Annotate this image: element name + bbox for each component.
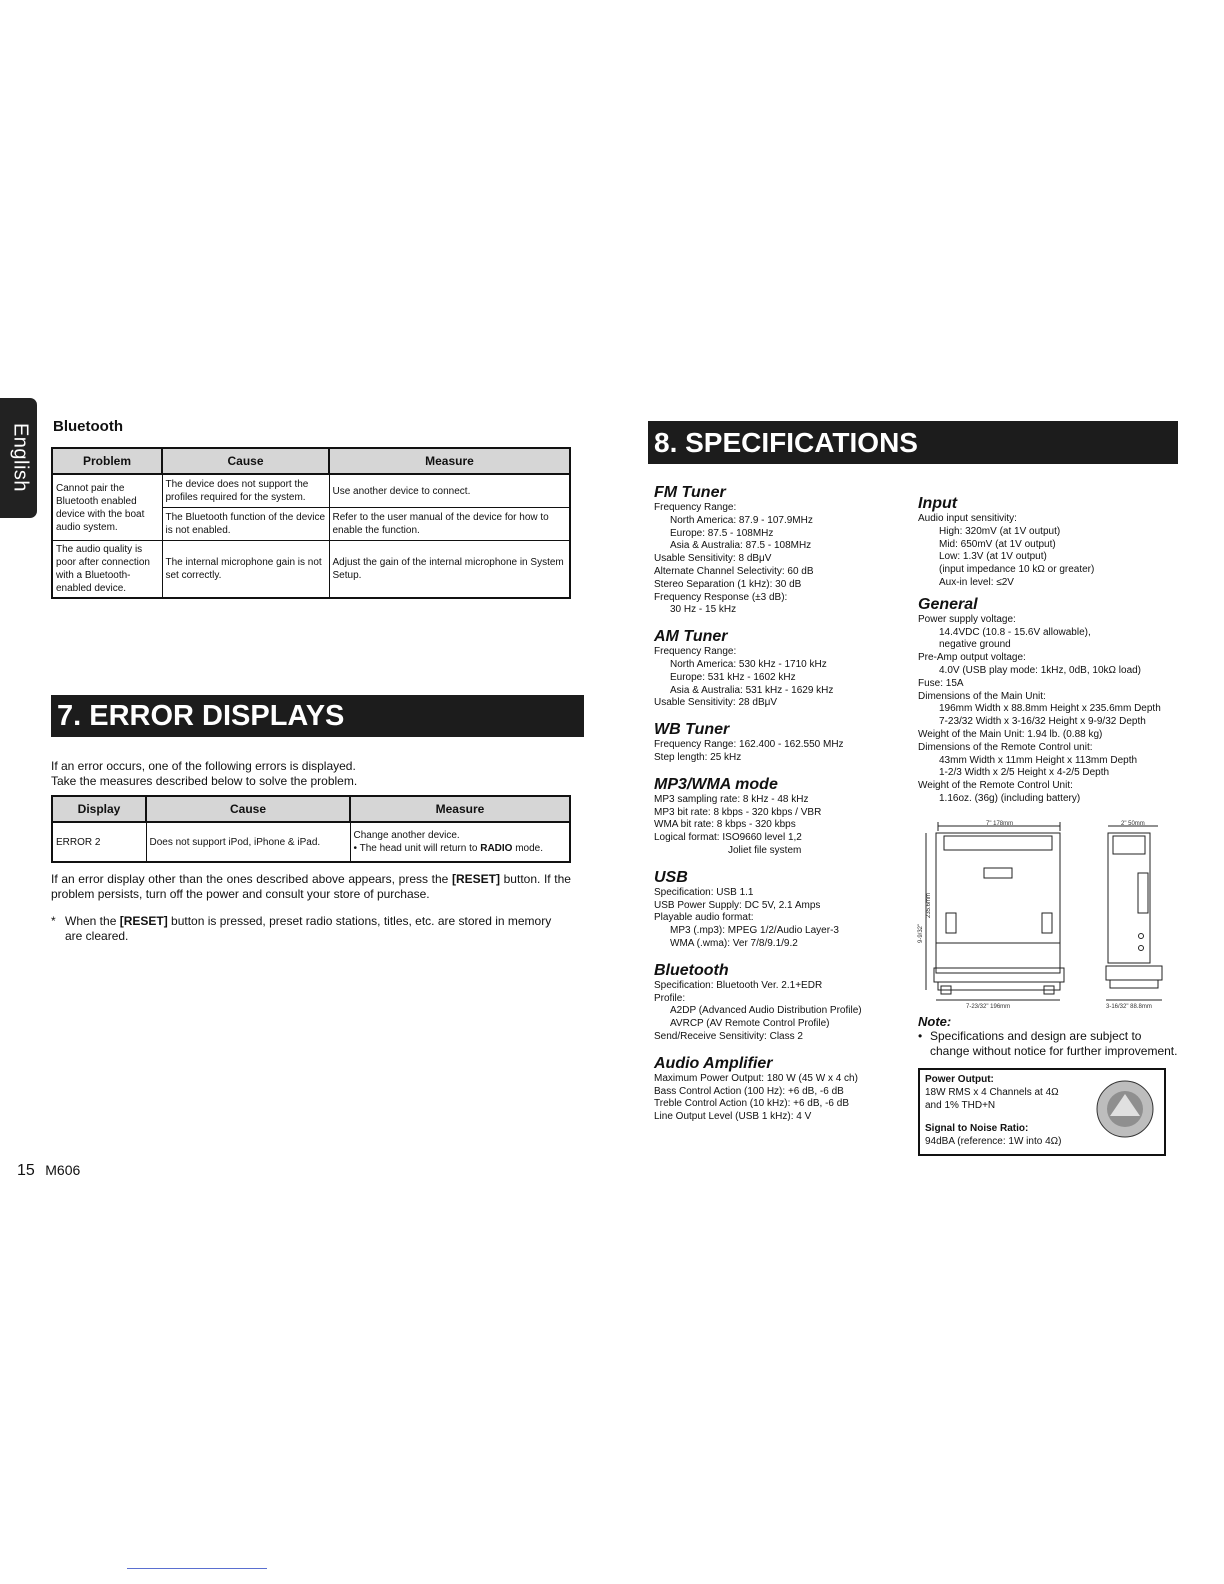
spec-line: 1.16oz. (36g) (including battery) <box>939 792 1081 804</box>
table-row <box>52 822 570 862</box>
spec-line: Usable Sensitivity: 8 dBμV <box>654 553 772 565</box>
paragraph-text: If an error display other than the ones described above appears, press the <box>51 872 452 886</box>
page-number-value: 15 <box>17 1162 35 1179</box>
spec-line: Asia & Australia: 87.5 - 108MHz <box>670 540 812 552</box>
measure-cell <box>350 822 570 862</box>
header-cause: Cause <box>146 796 350 822</box>
spec-line: Bass Control Action (100 Hz): +6 dB, -6 dB <box>654 1085 844 1097</box>
spec-line: 196mm Width x 88.8mm Height x 235.6mm Depth <box>939 703 1161 715</box>
table-row <box>52 541 570 599</box>
error-section-banner <box>51 695 584 737</box>
header-measure: Measure <box>350 796 570 822</box>
dim-label-left-1: 9-9/32" <box>918 923 924 943</box>
dimension-drawing <box>916 818 1168 1013</box>
spec-line: Alternate Channel Selectivity: 60 dB <box>654 565 814 577</box>
spec-line: Aux-in level: ≤2V <box>939 576 1014 588</box>
dim-label-left-2: 235.6mm <box>926 892 932 918</box>
measure-cell: Refer to the user manual of the device for how to enable the function. <box>329 508 570 541</box>
spec-line: Weight of the Remote Control Unit: <box>918 780 1073 792</box>
fm-tuner-heading: FM Tuner <box>654 484 726 501</box>
error-intro-1: If an error occurs, one of the following errors is displayed. <box>51 759 356 773</box>
spec-line: Europe: 531 kHz - 1602 kHz <box>670 671 796 683</box>
dimension-diagram <box>916 818 1168 1013</box>
wb-tuner-heading: WB Tuner <box>654 721 730 739</box>
error-section-title: 7. ERROR DISPLAYS <box>57 700 345 732</box>
note-heading: Note: <box>918 1014 952 1029</box>
reset-note <box>51 914 571 944</box>
spec-line: North America: 530 kHz - 1710 kHz <box>670 658 827 670</box>
note-text: button is pressed, preset radio stations, titles, etc. are stored in memory are cleared. <box>65 914 552 943</box>
error-intro-2: Take the measures described below to solve the problem. <box>51 774 358 788</box>
spec-line: Treble Control Action (10 kHz): +6 dB, -6 dB <box>654 1098 849 1110</box>
bluetooth-table <box>51 447 571 599</box>
table-header-row <box>52 796 570 822</box>
header-cause: Cause <box>162 448 329 474</box>
spec-note <box>918 1014 1180 1059</box>
page-number <box>17 1162 80 1180</box>
table-header-row <box>52 448 570 474</box>
reset-label: [RESET] <box>451 872 500 886</box>
specs-right-column <box>918 494 1180 806</box>
spec-line: Maximum Power Output: 180 W (45 W x 4 ch) <box>654 1072 858 1084</box>
dim-label-top-side: 2" 50mm <box>1121 821 1145 827</box>
spec-line: Mid: 650mV (at 1V output) <box>939 538 1056 550</box>
bluetooth-spec-heading: Bluetooth <box>654 961 729 979</box>
measure-cell: Use another device to connect. <box>329 474 570 508</box>
dim-label-top-main: 7" 178mm <box>986 821 1014 827</box>
measure-line-1: Change another device. <box>353 830 460 841</box>
spec-line: Playable audio format: <box>654 912 754 924</box>
usb-heading: USB <box>654 868 688 886</box>
spec-line: 43mm Width x 11mm Height x 113mm Depth <box>939 754 1138 766</box>
spec-line: USB Power Supply: DC 5V, 2.1 Amps <box>654 899 821 911</box>
measure-text: mode. <box>512 843 544 854</box>
note-text: When the <box>65 914 120 928</box>
cause-cell: The Bluetooth function of the device is not enabled. <box>162 508 329 541</box>
measure-text: • The head unit will return to <box>353 843 481 854</box>
snr-value: 94dBA (reference: 1W into 4Ω) <box>925 1136 1062 1147</box>
spec-line: Joliet file system <box>728 844 802 856</box>
header-measure: Measure <box>329 448 570 474</box>
header-display: Display <box>52 796 146 822</box>
spec-line: Power supply voltage: <box>918 613 1016 625</box>
spec-line: 1-2/3 Width x 2/5 Height x 4-2/5 Depth <box>939 767 1110 779</box>
problem-cell: Cannot pair the Bluetooth enabled device with the boat audio system. <box>52 474 162 541</box>
spec-line: Europe: 87.5 - 108MHz <box>670 527 774 539</box>
power-output-value: 18W RMS x 4 Channels at 4Ω <box>925 1087 1059 1098</box>
spec-line: Dimensions of the Main Unit: <box>918 690 1046 702</box>
problem-cell: The audio quality is poor after connection with a Bluetooth-enabled device. <box>52 541 162 599</box>
footer-rule <box>127 1568 267 1569</box>
input-heading: Input <box>918 495 958 512</box>
snr-title: Signal to Noise Ratio: <box>925 1123 1029 1134</box>
radio-mode-label: RADIO <box>480 843 513 854</box>
bullet-mark: * <box>51 914 56 928</box>
spec-line: WMA bit rate: 8 kbps - 320 kbps <box>654 819 796 831</box>
table-row <box>52 474 570 508</box>
cause-cell: The internal microphone gain is not set correctly. <box>162 541 329 599</box>
spec-line: MP3 sampling rate: 8 kHz - 48 kHz <box>654 793 809 805</box>
audio-amplifier-heading: Audio Amplifier <box>654 1054 773 1072</box>
spec-line: Low: 1.3V (at 1V output) <box>939 551 1047 563</box>
error-table <box>51 795 571 863</box>
measure-line-2 <box>354 842 567 855</box>
note-item <box>918 1029 1180 1059</box>
spec-line: 7-23/32 Width x 3-16/32 Height x 9-9/32 Depth <box>939 716 1146 728</box>
header-problem: Problem <box>52 448 162 474</box>
spec-line: AVRCP (AV Remote Control Profile) <box>670 1018 830 1030</box>
spec-line: negative ground <box>939 639 1011 651</box>
cea-2006-seal-icon <box>1090 1074 1160 1144</box>
model-name: M606 <box>45 1162 81 1178</box>
language-tab <box>0 398 37 518</box>
bullet-mark: • <box>918 1029 923 1043</box>
spec-line: Asia & Australia: 531 kHz - 1629 kHz <box>670 684 834 696</box>
spec-line: Frequency Range: 162.400 - 162.550 MHz <box>654 739 844 751</box>
spec-line: Weight of the Main Unit: 1.94 lb. (0.88 kg) <box>918 728 1103 740</box>
spec-line: Line Output Level (USB 1 kHz): 4 V <box>654 1111 812 1123</box>
spec-line: (input impedance 10 kΩ or greater) <box>939 564 1095 576</box>
error-paragraph <box>51 872 571 902</box>
bluetooth-section-title: Bluetooth <box>53 418 123 435</box>
spec-line: 14.4VDC (10.8 - 15.6V allowable), <box>939 626 1091 638</box>
specs-title: 8. SPECIFICATIONS <box>654 427 918 458</box>
power-output-box <box>918 1068 1166 1156</box>
spec-line: 4.0V (USB play mode: 1kHz, 0dB, 10kΩ load) <box>939 664 1142 676</box>
cause-cell: Does not support iPod, iPhone & iPad. <box>146 822 350 862</box>
power-output-thd: and 1% THD+N <box>925 1100 996 1111</box>
mp3-wma-heading: MP3/WMA mode <box>654 775 778 793</box>
dim-label-bottom-main: 7-23/32" 196mm <box>966 1004 1011 1010</box>
spec-line: Dimensions of the Remote Control unit: <box>918 741 1093 753</box>
spec-line: MP3 (.mp3): MPEG 1/2/Audio Layer-3 <box>670 925 839 937</box>
spec-line: A2DP (Advanced Audio Distribution Profile) <box>670 1005 862 1017</box>
measure-cell: Adjust the gain of the internal microphone in System Setup. <box>329 541 570 599</box>
spec-line: 30 Hz - 15 kHz <box>670 604 737 616</box>
specs-banner <box>648 421 1178 464</box>
spec-line: Specification: USB 1.1 <box>654 886 754 898</box>
specs-left-column <box>654 483 912 1124</box>
language-label: English <box>9 422 32 493</box>
spec-line: Frequency Response (±3 dB): <box>654 591 788 603</box>
spec-line: Logical format: ISO9660 level 1,2 <box>654 832 802 844</box>
spec-line: Specification: Bluetooth Ver. 2.1+EDR <box>654 979 823 991</box>
reset-label: [RESET] <box>119 914 168 928</box>
spec-line: MP3 bit rate: 8 kbps - 320 kbps / VBR <box>654 806 822 818</box>
paragraph-text: button. If the problem persists, turn off the power and consult your store of purchase. <box>51 872 571 901</box>
spec-line: Frequency Range: <box>654 502 737 513</box>
spec-line: Send/Receive Sensitivity: Class 2 <box>654 1030 803 1042</box>
display-cell: ERROR 2 <box>52 822 146 862</box>
power-output-title: Power Output: <box>925 1074 994 1085</box>
spec-line: Pre-Amp output voltage: <box>918 652 1026 664</box>
spec-line: Fuse: 15A <box>918 677 964 689</box>
am-tuner-heading: AM Tuner <box>654 628 728 646</box>
spec-line: Audio input sensitivity: <box>918 513 1017 524</box>
dim-label-bottom-side: 3-16/32" 88.8mm <box>1106 1004 1152 1010</box>
cause-cell: The device does not support the profiles required for the system. <box>162 474 329 508</box>
spec-line: Frequency Range: <box>654 646 737 658</box>
spec-line: North America: 87.9 - 107.9MHz <box>670 514 813 526</box>
spec-line: Profile: <box>654 992 686 1004</box>
spec-line: WMA (.wma): Ver 7/8/9.1/9.2 <box>670 937 798 949</box>
spec-line: High: 320mV (at 1V output) <box>939 525 1061 537</box>
spec-line: Step length: 25 kHz <box>654 751 742 763</box>
spec-line: Usable Sensitivity: 28 dBμV <box>654 697 778 709</box>
spec-line: Stereo Separation (1 kHz): 30 dB <box>654 578 802 590</box>
note-text: Specifications and design are subject to change without notice for further improvement. <box>930 1029 1178 1058</box>
general-heading: General <box>918 595 978 613</box>
